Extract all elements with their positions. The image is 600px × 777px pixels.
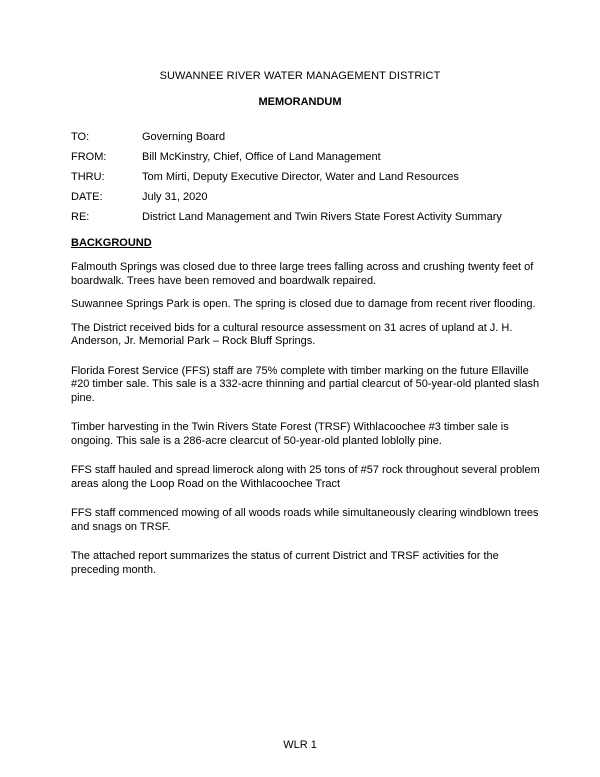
header-label: THRU: — [71, 171, 105, 183]
memo-body — [71, 261, 541, 587]
header-value: Governing Board — [142, 131, 226, 143]
header-label: DATE: — [71, 191, 103, 203]
paragraph: FFS staff commenced mowing of all woods roads while simultaneously clearing windblown trees and snags on TRSF. — [71, 507, 539, 533]
header-value: Tom Mirti, Deputy Executive Director, Water and Land Resources — [142, 171, 459, 183]
header-label: RE: — [71, 211, 90, 223]
header-value: July 31, 2020 — [142, 191, 208, 203]
header-row-thru — [71, 170, 541, 190]
paragraph: The attached report summarizes the status of current District and TRSF activities for the preceding month. — [71, 550, 499, 576]
paragraph: Falmouth Springs was closed due to three large trees falling across and crushing twenty feet of boardwalk. Trees have been removed and boardwalk repaired. — [71, 261, 534, 287]
header-value: Bill McKinstry, Chief, Office of Land Management — [142, 151, 381, 163]
organization-name: SUWANNEE RIVER WATER MANAGEMENT DISTRICT — [159, 70, 441, 82]
paragraph: Timber harvesting in the Twin Rivers State Forest (TRSF) Withlacoochee #3 timber sale is ongoing. This sale is a 286-acre clearcut of 50-year-old planted loblolly pine. — [71, 421, 509, 447]
header-value: District Land Management and Twin Rivers State Forest Activity Summary — [142, 211, 502, 223]
header-row-re — [71, 210, 541, 230]
paragraph: FFS staff hauled and spread limerock along with 25 tons of #57 rock throughout several problem areas along the Loop Road on the Withlacoochee Tract — [71, 464, 540, 490]
header-row-date — [71, 190, 541, 210]
paragraph: Florida Forest Service (FFS) staff are 75% complete with timber marking on the future Ellaville #20 timber sale. This sale is a 332-acre thinning and partial clearcut of 50-year-old planted slash pine. — [71, 364, 540, 404]
header-row-from — [71, 150, 541, 170]
paragraph: Suwannee Springs Park is open. The spring is closed due to damage from recent river flooding. — [71, 298, 536, 310]
section-heading-background: BACKGROUND — [71, 237, 152, 249]
header-row-to — [71, 130, 541, 150]
page-footer: WLR 1 — [283, 739, 317, 751]
memo-title: MEMORANDUM — [258, 96, 342, 108]
header-label: TO: — [71, 131, 90, 143]
memo-header — [71, 130, 541, 230]
header-label: FROM: — [71, 151, 107, 163]
paragraph: The District received bids for a cultural resource assessment on 31 acres of upland at J. H. Anderson, Jr. Memorial Park – Rock Bluff Springs. — [71, 321, 513, 347]
